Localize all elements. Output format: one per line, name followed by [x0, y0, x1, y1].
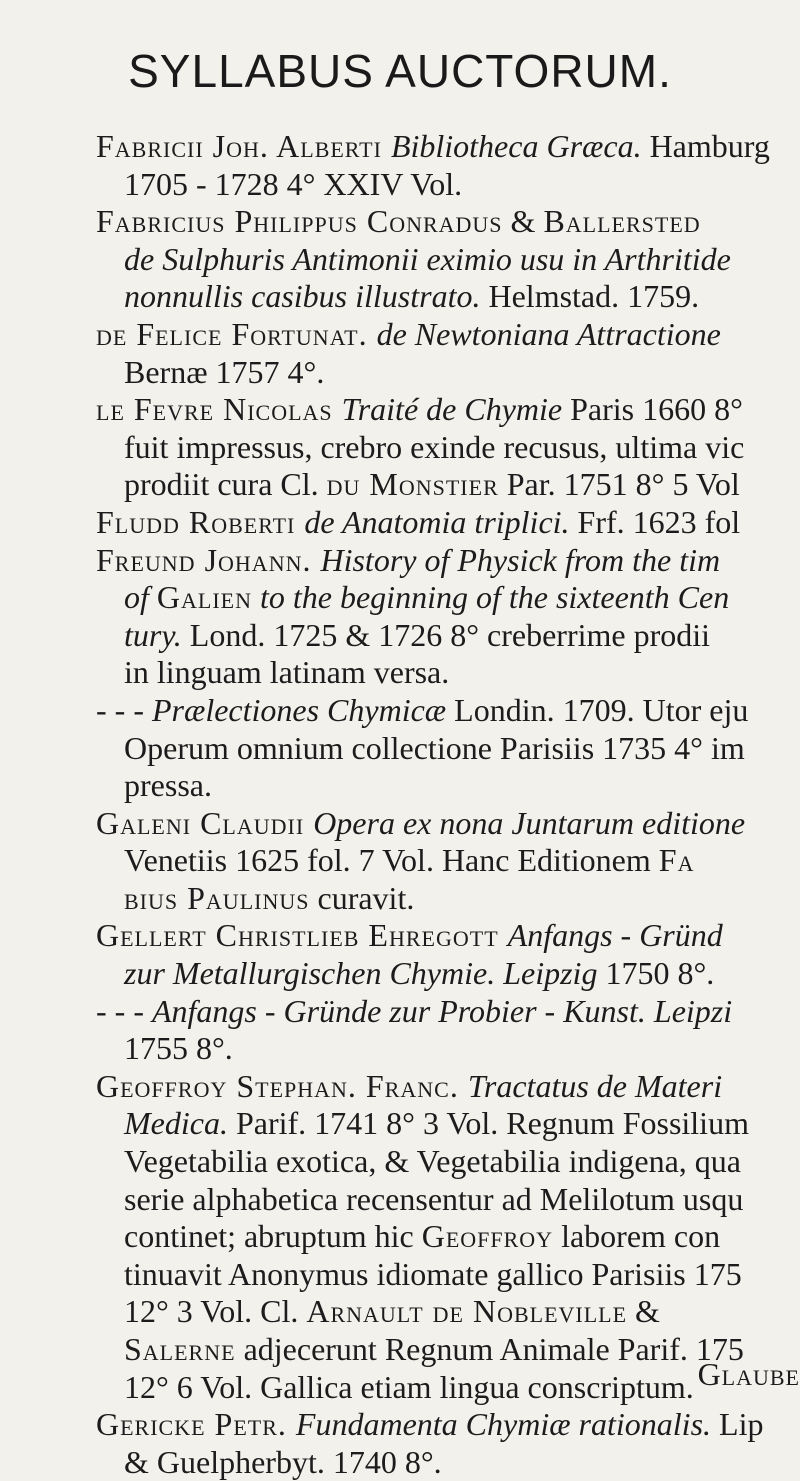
author-name: Gericke Petr.	[96, 1406, 296, 1443]
entry-line	[96, 278, 800, 316]
entry-line	[96, 993, 800, 1031]
work-title: Anfangs - Gründe zur Probier - Kunst. Leipzi	[151, 992, 733, 1029]
entry-text: laborem con	[553, 1218, 721, 1255]
entry-line	[96, 1331, 800, 1369]
work-title: Opera ex nona Juntarum editione	[313, 804, 746, 841]
bibliography-entry	[96, 542, 800, 692]
catchword: Glaube	[697, 1356, 800, 1392]
entry-line	[96, 1369, 800, 1407]
work-title: de Newtoniana Attractione	[376, 315, 721, 352]
entry-line	[96, 354, 800, 392]
author-name: Fabricii Joh. Alberti	[96, 128, 391, 164]
entry-text: Helmstad. 1759.	[480, 278, 700, 315]
work-title: Anfangs - Gründ	[507, 917, 723, 954]
entry-text: in linguam latinam versa.	[124, 654, 450, 691]
entry-text: tinuavit Anonymus idiomate gallico Parisiis 175	[124, 1255, 742, 1292]
bibliography-entry	[96, 316, 800, 391]
entry-text: 1750 8°.	[597, 955, 715, 992]
entry-text: continet; abruptum hic	[124, 1218, 422, 1255]
entry-text: Frf. 1623 fol	[569, 503, 741, 540]
entry-line	[96, 1256, 800, 1294]
author-name: Galeni Claudii	[96, 804, 314, 841]
entry-line	[96, 316, 800, 354]
author-name: Arnault de Nobleville	[306, 1293, 628, 1330]
entry-text: Vegetabilia exotica, & Vegetabilia indigena, qua	[124, 1143, 741, 1180]
author-name: de Felice Fortunat.	[96, 315, 377, 352]
bibliography-entry	[96, 805, 800, 918]
entry-line	[96, 1293, 800, 1331]
entry-line	[96, 1030, 800, 1068]
author-name: Geoffroy	[421, 1218, 554, 1255]
bibliography-entry	[96, 504, 800, 542]
entry-line	[96, 429, 800, 467]
work-title: History of Physick from the tim	[320, 541, 721, 578]
entry-line	[96, 955, 800, 993]
entry-line	[96, 692, 800, 730]
work-title: de Sulphuris Antimonii eximio usu in Arthritide	[124, 240, 731, 277]
author-name: Freund Johann.	[96, 541, 321, 578]
entry-line	[96, 1181, 800, 1219]
entry-text: Hamburg	[641, 128, 770, 164]
entry-text: prodiit cura Cl.	[124, 466, 327, 503]
entry-text: serie alphabetica recensentur ad Melilotum usqu	[124, 1180, 744, 1217]
entry-line	[96, 1143, 800, 1181]
work-title: Prælectiones Chymicæ	[151, 691, 447, 728]
entry-line	[96, 504, 800, 542]
author-name: Fabricius Philippus Conradus	[96, 203, 503, 240]
entry-line	[96, 203, 800, 241]
author-name: Ballersted	[543, 203, 701, 240]
entry-text: Par. 1751 8° 5 Vol	[498, 466, 740, 503]
entry-line	[96, 654, 800, 692]
entry-line	[96, 128, 800, 166]
entry-text: 1705 - 1728 4° XXIV Vol.	[124, 165, 463, 202]
entry-text: & Guelpherbyt. 1740 8°.	[124, 1443, 442, 1480]
entry-line	[96, 917, 800, 955]
entry-text: Lond. 1725 & 1726 8° creberrime prodii	[181, 616, 711, 653]
author-name: Salerne	[124, 1331, 236, 1367]
author-name: Fa	[658, 842, 695, 879]
entry-text: 1755 8°.	[124, 1030, 233, 1067]
bibliography-entries	[96, 128, 800, 1481]
work-title: Medica.	[124, 1105, 228, 1142]
entry-text: adjecerunt Regnum Animale Parif. 175	[235, 1331, 744, 1367]
entry-text: - - -	[96, 691, 152, 728]
bibliography-entry	[96, 917, 800, 992]
entry-text: &	[627, 1293, 660, 1330]
entry-line	[96, 466, 800, 504]
entry-text: fuit impressus, crebro exinde recusus, ultima vic	[124, 428, 745, 465]
entry-line	[96, 767, 800, 805]
bibliography-entry	[96, 203, 800, 316]
entry-text: 12° 6 Vol. Gallica etiam lingua conscriptum.	[124, 1368, 694, 1405]
bibliography-entry	[96, 1068, 800, 1406]
bibliography-entry	[96, 1406, 800, 1481]
bibliography-entry	[96, 128, 800, 203]
work-title: to the beginning of the sixteenth Cen	[251, 579, 730, 616]
bibliography-entry	[96, 391, 800, 504]
bibliography-entry	[96, 993, 800, 1068]
work-title: of	[124, 579, 157, 616]
entry-text: Lip	[711, 1406, 764, 1443]
author-name: Gellert Christlieb Ehregott	[96, 917, 508, 954]
work-title: Tractatus de Materi	[467, 1067, 723, 1104]
entry-line	[96, 1068, 800, 1106]
entry-line	[96, 166, 800, 204]
entry-text: curavit.	[309, 879, 415, 916]
author-name: bius Paulinus	[124, 879, 310, 916]
work-title: zur Metallurgischen Chymie. Leipzig	[124, 955, 598, 992]
work-title: Traité de Chymie	[341, 391, 563, 428]
entry-text: Londin. 1709. Utor eju	[446, 691, 749, 728]
entry-line	[96, 391, 800, 429]
entry-text: Bernæ 1757 4°.	[124, 353, 325, 390]
author-name: Geoffroy Stephan. Franc.	[96, 1067, 468, 1104]
work-title: Bibliotheca Græca.	[390, 128, 642, 164]
entry-line	[96, 1406, 800, 1444]
entry-text: - - -	[96, 992, 152, 1029]
bibliography-entry	[96, 692, 800, 805]
work-title: Fundamenta Chymiæ rationalis.	[295, 1406, 712, 1443]
entry-line	[96, 1444, 800, 1481]
entry-text: Parif. 1741 8° 3 Vol. Regnum Fossilium	[227, 1105, 749, 1142]
author-name: Fludd Roberti	[96, 503, 305, 540]
entry-text: 12° 3 Vol. Cl.	[124, 1293, 307, 1330]
entry-line	[96, 1105, 800, 1143]
entry-text: Operum omnium collectione Parisiis 1735 4° im	[124, 729, 745, 766]
work-title: de Anatomia triplici.	[304, 503, 570, 540]
entry-line	[96, 842, 800, 880]
entry-text: &	[502, 203, 544, 240]
running-head: SYLLABUS AUCTORUM.	[128, 45, 672, 97]
entry-line	[96, 579, 800, 617]
entry-line	[96, 730, 800, 768]
entry-line	[96, 1218, 800, 1256]
entry-line	[96, 241, 800, 279]
author-name: Galien	[156, 579, 252, 616]
work-title: tury.	[124, 616, 182, 653]
entry-line	[96, 880, 800, 918]
entry-line	[96, 617, 800, 655]
entry-text: Paris 1660 8°	[562, 391, 743, 428]
work-title: nonnullis casibus illustrato.	[124, 278, 481, 315]
author-name: le Fevre Nicolas	[96, 391, 342, 428]
entry-text: Venetiis 1625 fol. 7 Vol. Hanc Editionem	[124, 842, 659, 879]
entry-line	[96, 542, 800, 580]
author-name: du Monstier	[326, 466, 499, 503]
entry-text: pressa.	[124, 767, 212, 804]
entry-line	[96, 805, 800, 843]
